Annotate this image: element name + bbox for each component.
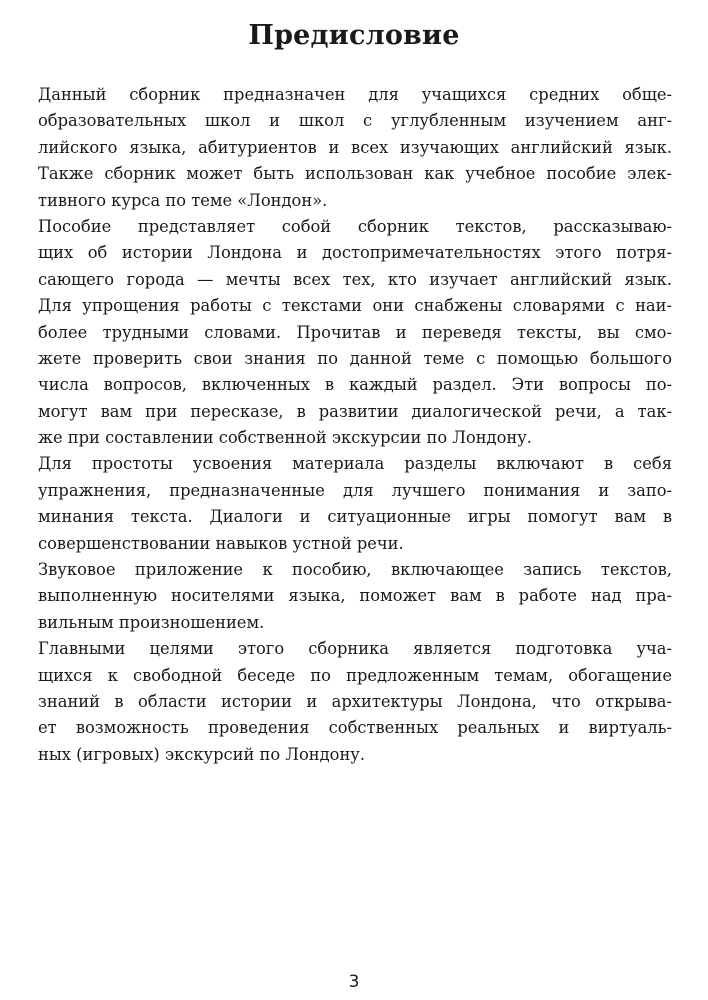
text-line: ет возможность проведения собственных реальных и виртуаль- <box>38 718 672 738</box>
paragraph <box>38 214 672 452</box>
page-title: Предисловие <box>248 20 460 52</box>
text-line: жете проверить свои знания по данной теме с помощью большого <box>38 348 672 368</box>
text-line: Для простоты усвоения материала разделы включают в себя <box>38 454 672 474</box>
text-line: Для упрощения работы с текстами они снабжены словарями с наи- <box>38 296 672 316</box>
text-line: сающего города — мечты всех тех, кто изучает английский язык. <box>38 269 672 289</box>
text-line: Данный сборник предназначен для учащихся средних обще- <box>38 85 672 104</box>
text-line: щих об истории Лондона и достопримечательностях этого потря- <box>38 243 672 263</box>
preface-body <box>38 82 672 768</box>
text-line: Также сборник может быть использован как учебное пособие элек- <box>38 164 672 184</box>
paragraph <box>38 636 672 768</box>
paragraph <box>38 557 672 636</box>
text-line: же при составлении собственной экскурсии по Лондону. <box>38 428 532 448</box>
paragraph <box>38 82 672 214</box>
text-line: числа вопросов, включенных в каждый раздел. Эти вопросы по- <box>38 375 672 395</box>
text-line: тивного курса по теме «Лондон». <box>38 190 328 210</box>
text-line: образовательных школ и школ с углубленным изучением анг- <box>38 111 672 131</box>
text-line: знаний в области истории и архитектуры Лондона, что открыва- <box>38 691 672 711</box>
text-line: минания текста. Диалоги и ситуационные игры помогут вам в <box>38 507 672 527</box>
text-line: могут вам при пересказе, в развитии диалогической речи, а так- <box>38 401 672 421</box>
text-line: щихся к свободной беседе по предложенным темам, обогащение <box>38 665 672 685</box>
text-line: совершенствовании навыков устной речи. <box>38 533 404 553</box>
text-line: ных (игровых) экскурсий по Лондону. <box>38 744 366 764</box>
paragraph <box>38 451 672 557</box>
page-number: 3 <box>348 972 360 992</box>
text-line: лийского языка, абитуриентов и всех изучающих английский язык. <box>38 137 672 157</box>
text-line: Главными целями этого сборника является подготовка уча- <box>38 639 672 659</box>
text-line: вильным произношением. <box>38 612 265 632</box>
text-line: Звуковое приложение к пособию, включающее запись текстов, <box>38 560 672 580</box>
text-line: выполненную носителями языка, поможет вам в работе над пра- <box>38 586 672 606</box>
text-line: Пособие представляет собой сборник текстов, рассказываю- <box>38 216 672 236</box>
text-line: более трудными словами. Прочитав и переведя тексты, вы смо- <box>38 322 672 342</box>
text-line: упражнения, предназначенные для лучшего понимания и запо- <box>38 480 672 500</box>
